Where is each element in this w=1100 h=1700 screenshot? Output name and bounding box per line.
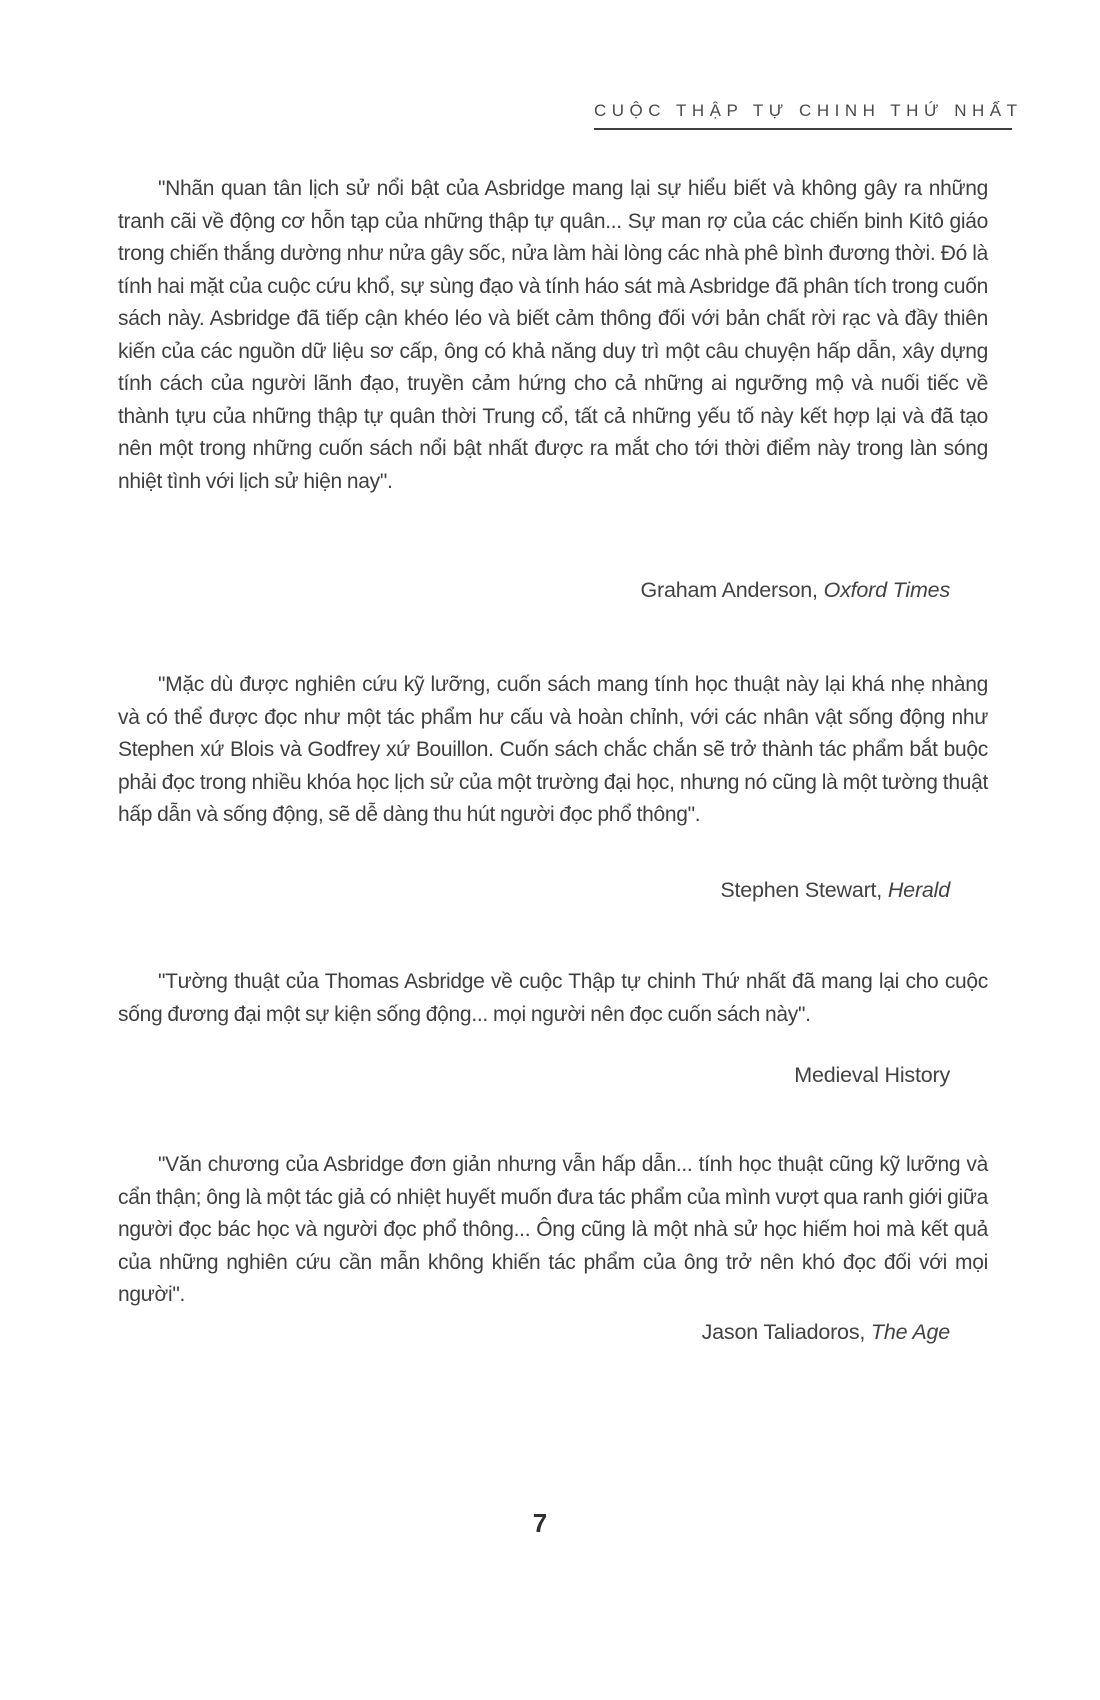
attribution-2 (118, 878, 950, 903)
page-number: 7 (532, 1508, 548, 1538)
attribution-3 (118, 1063, 950, 1088)
quote-paragraph-1: "Nhãn quan tân lịch sử nổi bật của Asbridge mang lại sự hiểu biết và không gây ra những tranh cãi về động cơ hỗn tạp của những thập tự quân... Sự man rợ của các chiến binh Kitô giáo trong chiến thắng dường như nửa gây sốc, nửa làm hài lòng các nhà phê bình đương thời. Đó là tính hai mặt của cuộc cứu khổ, sự sùng đạo và tính háo sát mà Asbridge đã phân tích trong cuốn sách này. Asbridge đã tiếp cận khéo léo và biết cảm thông đối với bản chất rời rạc và đầy thiên kiến của các nguồn dữ liệu sơ cấp, ông có khả năng duy trì một câu chuyện hấp dẫn, xây dựng tính cách của người lãnh đạo, truyền cảm hứng cho cả những ai ngưỡng mộ và nuối tiếc về thành tựu của những thập tự quân thời Trung cổ, tất cả những yếu tố này kết hợp lại và đã tạo nên một trong những cuốn sách nổi bật nhất được ra mắt cho tới thời điểm này trong làn sóng nhiệt tình với lịch sử hiện nay". (118, 177, 988, 493)
quote-paragraph-3: "Tường thuật của Thomas Asbridge về cuộc Thập tự chinh Thứ nhất đã mang lại cho cuộc sống đương đại một sự kiện sống động... mọi người nên đọc cuốn sách này". (118, 970, 988, 1026)
attribution-1-name: Graham Anderson, (640, 578, 824, 602)
attribution-4-name: Jason Taliadoros, (701, 1320, 871, 1344)
attribution-1-source: Oxford Times (823, 578, 950, 602)
quote-paragraph-2: "Mặc dù được nghiên cứu kỹ lưỡng, cuốn sách mang tính học thuật này lại khá nhẹ nhàng và có thể được đọc như một tác phẩm hư cấu và hoàn chỉnh, với các nhân vật sống động như Stephen xứ Blois và Godfrey xứ Bouillon. Cuốn sách chắc chắn sẽ trở thành tác phẩm bắt buộc phải đọc trong nhiều khóa học lịch sử của một trường đại học, nhưng nó cũng là một tường thuật hấp dẫn và sống động, sẽ dễ dàng thu hút người đọc phổ thông". (118, 673, 988, 826)
attribution-2-name: Stephen Stewart, (720, 878, 888, 902)
attribution-4-source: The Age (870, 1320, 950, 1344)
attribution-1 (118, 578, 950, 603)
attribution-3-name: Medieval History (794, 1063, 950, 1087)
attribution-4 (118, 1320, 950, 1345)
running-head: CUỘC THẬP TỰ CHINH THỨ NHẤT (594, 101, 1012, 130)
attribution-2-source: Herald (887, 878, 950, 902)
quote-paragraph-4: "Văn chương của Asbridge đơn giản nhưng vẫn hấp dẫn... tính học thuật cũng kỹ lưỡng và cẩn thận; ông là một tác giả có nhiệt huyết muốn đưa tác phẩm của mình vượt qua ranh giới giữa người đọc bác học và người đọc phổ thông... Ông cũng là một nhà sử học hiếm hoi mà kết quả của những nghiên cứu cần mẫn không khiến tác phẩm của ông trở nên khó đọc đối với mọi người". (118, 1153, 988, 1306)
